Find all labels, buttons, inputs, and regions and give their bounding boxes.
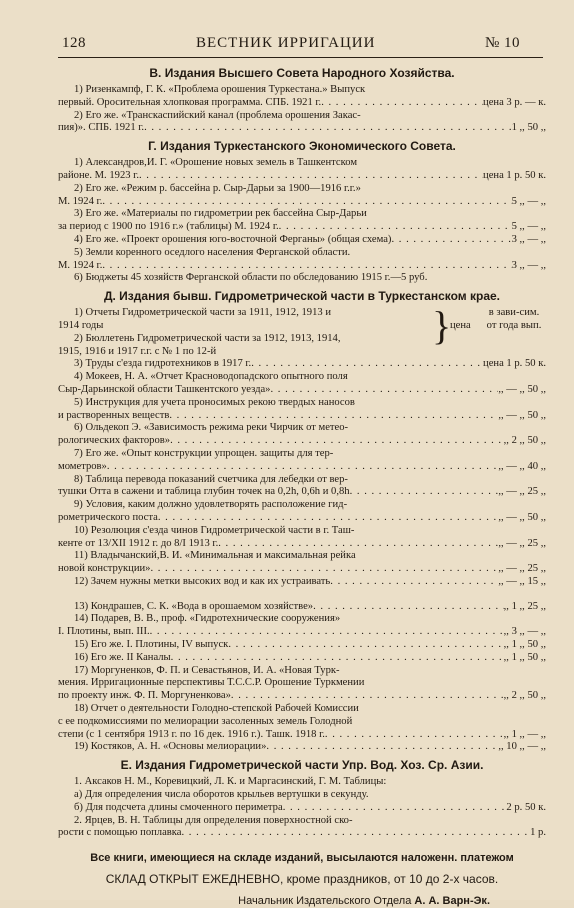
- entry-line: районе. М. 1923 г. . . . цена 1 р. 50 к.: [58, 170, 546, 183]
- entry-line: 6) Ольдекоп Э. «Зависимость режима реки Чирчик от метео-: [74, 422, 349, 434]
- entry-line: 13) Кондрашев, С. К. «Вода в орошаемом хозяйстве» . . . ,, 1 ,, 25 ,,: [58, 601, 546, 614]
- group-price: цена: [450, 320, 471, 332]
- entry-price: ,, — ,, 50 ,,: [498, 511, 546, 523]
- entry-line: степи (с 1 сентября 1913 г. по 16 дек. 1916 г.). Ташк. 1918 г. . . . ,, 1 ,, — ,,: [58, 729, 546, 742]
- entry-line: по проекту инж. Ф. П. Моргуненкова» . . . ,, 2 ,, 50 ,,: [58, 690, 546, 703]
- entry-price: ,, — ,, 25 ,,: [498, 563, 546, 575]
- entry-line: 1915, 1916 и 1917 г.г. с № 1 по 12-й: [58, 345, 217, 357]
- section-heading-e: Е. Издания Гидрометрической части Упр. Вод. Хоз. Ср. Азии.: [120, 758, 484, 773]
- entry-line: пия)». СПБ. 1921 г. . . . 1 ,, 50 ,,: [58, 122, 546, 135]
- entry-line: 12) Зачем нужны метки высоких вод и как их устраивать . . . ,, — ,, 15 ,,: [58, 576, 546, 589]
- brace-icon: }: [432, 303, 452, 349]
- entry-line: рометрического поста . . . ,, — ,, 50 ,,: [58, 512, 546, 525]
- group-price-note: в зави-сим. от года вып.: [486, 307, 542, 331]
- entry-line: 16) Его же. II Каналы . . . ,, 1 ,, 50 ,,: [58, 652, 546, 665]
- entry-price: цена 3 р. — к.: [483, 96, 546, 108]
- entry-line: 9) Условия, каким должно удовлетворять расположение гид-: [74, 499, 348, 511]
- publications-list: [58, 62, 546, 908]
- entry-line: 18) Отчет о деятельности Голодно-степской Рабочей Комиссии: [74, 703, 359, 715]
- signature-line: [58, 895, 546, 908]
- entry-price: ,, 3 ,, — ,,: [503, 626, 546, 638]
- entry-line: 6) Бюджеты 45 хозяйств Ферганской области по обследованию 1915 г.—5 руб.: [74, 272, 428, 284]
- grouped-entries: [58, 303, 546, 358]
- entry-line: 4) Мокеев, Н. А. «Отчет Красноводопадского опытного поля: [74, 371, 348, 383]
- entry-line: 5) Земли коренного оседлого населения Ферганской области.: [74, 246, 351, 258]
- entry-line: 15) Его же. I. Плотины, IV выпуск . . . ,, 1 ,, 50 ,,: [58, 639, 546, 652]
- entry-line: рости с помощью поплавка . . . 1 р.: [58, 827, 546, 840]
- entry-price: цена 1 р. 50 к.: [483, 169, 546, 181]
- entry-line: 5) Инструкция для учета проносимых рекою твердых наносов: [74, 396, 355, 408]
- entry-line: б) Для подсчета длины смоченного периметра . . . 2 р. 50 к.: [58, 802, 546, 815]
- entry-price: ,, — ,, 15 ,,: [498, 575, 546, 587]
- entry-line: 19) Костяков, А. Н. «Основы мелиорации» . . . ,, 10 ,, — ,,: [58, 741, 546, 754]
- entry-line: 1. Аксаков Н. М., Коревицкий, Л. К. и Маргасинский, Г. М. Таблицы:: [74, 776, 387, 788]
- entry-line: I. Плотины, вып. III. . . . ,, 3 ,, — ,,: [58, 626, 546, 639]
- entry-line: М. 1924 г. . . . 3 ,, — ,,: [58, 260, 546, 273]
- entry-line: 1) Ризенкампф, Г. К. «Проблема орошения Туркестана.» Выпуск: [74, 84, 366, 95]
- issue-number: № 10: [485, 35, 521, 51]
- entry-line: новой конструкции» . . . ,, — ,, 25 ,,: [58, 563, 546, 576]
- entry-line: рологических факторов» . . . ,, 2 ,, 50 ,,: [58, 435, 546, 448]
- entry-line: кенте от 13/XII 1912 г. до 8/I 1913 г. . . . ,, — ,, 25 ,,: [58, 538, 546, 551]
- entry-price: 2 р. 50 к.: [506, 801, 546, 813]
- entry-price: ,, 1 ,, 50 ,,: [503, 651, 546, 663]
- entry-line: 4) Его же. «Проект орошения юго-восточной Ферганы» (общая схема) . . . 3 ,, — ,,: [58, 234, 546, 247]
- entry-line: за период с 1900 по 1916 г.» (таблицы) М. 1924 г. . . . 5 ,, — ,,: [58, 221, 546, 234]
- entry-line: мения. Ирригационные перспективы Т.С.С.Р. Орошение Туркмении: [58, 677, 365, 689]
- entry-price: 5 ,, — ,,: [511, 221, 546, 233]
- entry-price: ,, — ,, 25 ,,: [498, 537, 546, 549]
- warehouse-hours: СКЛАД ОТКРЫТ ЕЖЕДНЕВНО, кроме праздников, от 10 до 2-х часов.: [105, 872, 499, 887]
- entry-price: ,, 1 ,, — ,,: [503, 728, 546, 740]
- entry-price: ,, — ,, 40 ,,: [498, 460, 546, 472]
- running-header: [0, 35, 574, 55]
- section-heading-v: В. Издания Высшего Совета Народного Хозяйства.: [149, 66, 455, 80]
- entry-price: цена 1 р. 50 к.: [483, 358, 546, 370]
- entry-price: ,, 1 ,, 25 ,,: [503, 600, 546, 612]
- entry-price: 1 р.: [530, 827, 546, 839]
- entry-price: 3 ,, — ,,: [511, 233, 546, 245]
- entry-line: мометров» . . . ,, — ,, 40 ,,: [58, 461, 546, 474]
- entry-price: ,, — ,, 50 ,,: [498, 409, 546, 421]
- entry-line: 14) Подарев, В. В., проф. «Гидротехнические сооружения»: [74, 613, 341, 625]
- entry-line: 1) Александров,И. Г. «Орошение новых земель в Ташкентском: [74, 157, 358, 169]
- entry-line: 7) Его же. «Опыт конструкции упрощен. защиты для тер-: [74, 447, 334, 459]
- entry-line: а) Для определения числа оборотов крыльев вертушки в секунду.: [74, 789, 369, 801]
- chief-label: Начальник Издательского Отдела: [238, 894, 412, 907]
- entry-price: ,, 2 ,, 50 ,,: [503, 690, 546, 702]
- entry-line: Сыр-Дарьинской области Ташкентского уезда» . . . ,, — ,, 50 ,,: [58, 384, 546, 397]
- entry-line: 8) Таблица перевода показаний счетчика для лебедки от вер-: [74, 473, 348, 485]
- column-gap: [58, 589, 546, 601]
- entry-line: 2) Его же. «Транскаспийский канал (проблема орошения Закас-: [74, 109, 361, 121]
- entry-price: ,, — ,, 25 ,,: [498, 486, 546, 498]
- journal-title: ВЕСТНИК ИРРИГАЦИИ: [196, 35, 376, 51]
- entry-line: 11) Владычанский,В. И. «Минимальная и максимальная рейка: [74, 550, 356, 562]
- chief-name: А. А. Варн-Эк.: [414, 894, 490, 907]
- entry-line: 2) Его же. «Режим р. бассейна р. Сыр-Дарьи за 1900—1916 г.г.»: [74, 182, 361, 194]
- entry-line: 17) Моргуненков, Ф. П. и Севастьянов, И. А. «Новая Турк-: [74, 664, 340, 676]
- entry-price: ,, — ,, 50 ,,: [498, 383, 546, 395]
- section-heading-d: Д. Издания бывш. Гидрометрической части в Туркестанском крае.: [103, 289, 501, 304]
- entry-line: 3) Труды с'езда гидротехников в 1917 г. . . . цена 1 р. 50 к.: [58, 358, 546, 371]
- entry-line: и растворенных веществ . . . ,, — ,, 50 ,,: [58, 410, 546, 423]
- entry-price: ,, 10 ,, — ,,: [498, 741, 546, 753]
- header-rule: [58, 57, 543, 58]
- entry-line: тушки Отта в сажени и таблица глубин точек на 0,2h, 0,6h и 0,8h . . . ,, — ,, 25 ,,: [58, 486, 546, 499]
- entry-price: ,, 1 ,, 50 ,,: [503, 639, 546, 651]
- entry-price: 1 ,, 50 ,,: [511, 122, 546, 134]
- entry-line: 2) Бюллетень Гидрометрической части за 1912, 1913, 1914,: [74, 332, 341, 344]
- entry-line: 10) Резолюция с'езда чинов Гидрометрической части в г. Таш-: [74, 524, 355, 536]
- entry-price: ,, 2 ,, 50 ,,: [503, 435, 546, 447]
- section-heading-g: Г. Издания Туркестанского Экономического Совета.: [148, 139, 456, 154]
- page-number: 128: [62, 35, 86, 51]
- mail-order-notice: Все книги, имеющиеся на складе изданий, высылаются наложенн. платежом: [90, 852, 514, 865]
- entry-line: 1914 годы: [58, 319, 104, 331]
- entry-line: 2. Ярцев, В. Н. Таблицы для определения поверхностной ско-: [74, 814, 353, 826]
- entry-line: 3) Его же. «Материалы по гидрометрии рек бассейна Сыр-Дарьи: [74, 208, 367, 220]
- entry-line: М. 1924 г. . . . 5 ,, — ,,: [58, 196, 546, 209]
- entry-price: 3 ,, — ,,: [511, 259, 546, 271]
- entry-price: 5 ,, — ,,: [511, 195, 546, 207]
- entry-line: 1) Отчеты Гидрометрической части за 1911, 1912, 1913 и: [74, 307, 331, 319]
- entry-line: первый. Оросительная хлопковая программа. СПБ. 1921 г. . . . цена 3 р. — к.: [58, 97, 546, 110]
- entry-line: с ее подкомиссиями по мелиорации засоленных земель Голодной: [58, 715, 353, 727]
